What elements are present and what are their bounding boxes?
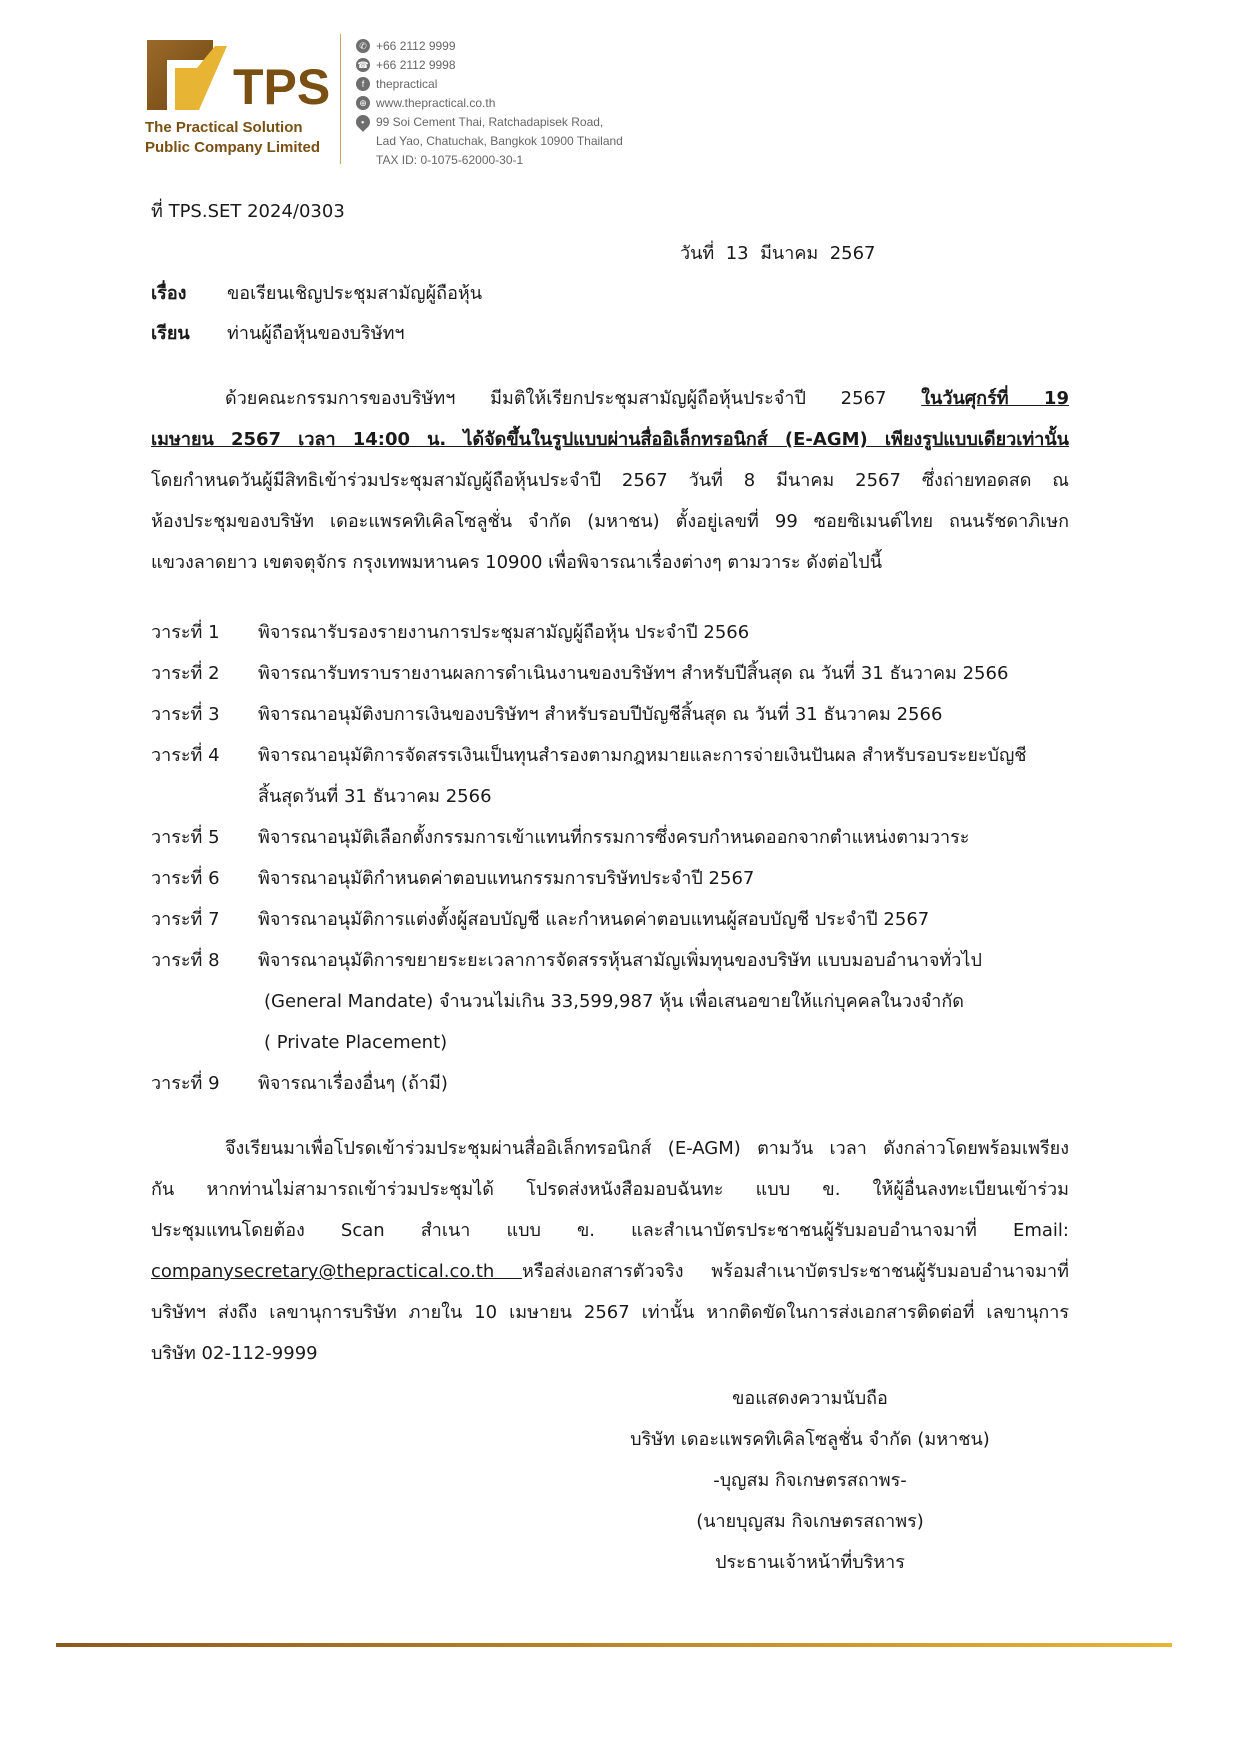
- subject-label: เรื่อง: [151, 283, 187, 304]
- agenda-item-8-continued-2: ( Private Placement): [264, 1032, 448, 1053]
- intro-line-1: ด้วยคณะกรรมการของบริษัทฯ มีมติให้เรียกประชุมสามัญผู้ถือหุ้นประจำปี 2567 ในวันศุกร์ที่ 19: [225, 388, 1069, 409]
- subject-text: ขอเรียนเชิญประชุมสามัญผู้ถือหุ้น: [227, 283, 483, 304]
- contact-block: [356, 37, 623, 170]
- intro-line-3: โดยกำหนดวันผู้มีสิทธิเข้าร่วมประชุมสามัญผู้ถือหุ้นประจำปี 2567 วันที่ 8 มีนาคม 2567 ซึ่งถ่ายทอดสด ณ: [151, 470, 1069, 491]
- closing-line-4: companysecretary@thepractical.co.th หรือส่งเอกสารตัวจริง พร้อมสำเนาบัตรประชาชนผู้รับมอบอำนาจมาที่: [151, 1261, 1070, 1282]
- meeting-date-highlight: ในวันศุกร์ที่ 19: [921, 388, 1069, 409]
- agenda-item-9: วาระที่ 9 พิจารณาเรื่องอื่นๆ (ถ้ามี): [151, 1073, 448, 1094]
- contact-fax: ☎ +66 2112 9998: [357, 58, 456, 72]
- intro-line-4: ห้องประชุมของบริษัท เดอะแพรคทิเคิลโซลูชั่น จำกัด (มหาชน) ตั้งอยู่เลขที่ 99 ซอยซิเมนต์ไทย ถนนรัชดาภิเษก: [151, 511, 1069, 532]
- contact-website[interactable]: ⊕ www.thepractical.co.th: [356, 94, 623, 113]
- signatory-title: ประธานเจ้าหน้าที่บริหาร: [715, 1552, 905, 1573]
- document-number: ที่ TPS.SET 2024/0303: [151, 201, 345, 222]
- signature-company: บริษัท เดอะแพรคทิเคิลโซลูชั่น จำกัด (มหาชน): [630, 1429, 990, 1450]
- intro-line-2: เมษายน 2567 เวลา 14:00 น. ได้จัดขึ้นในรูปแบบผ่านสื่ออิเล็กทรอนิกส์ (E-AGM) เพียงรูปแบบเดียวเท่านั้น: [151, 429, 1069, 450]
- signature-block: [560, 1378, 1060, 1583]
- signature-signed: -บุญสม กิจเกษตรสถาพร-: [713, 1470, 907, 1491]
- closing-line-1: จึงเรียนมาเพื่อโปรดเข้าร่วมประชุมผ่านสื่ออิเล็กทรอนิกส์ (E-AGM) ตามวัน เวลา ดังกล่าวโดยพร้อมเพรียง: [225, 1138, 1069, 1159]
- contact-address: • 99 Soi Cement Thai, Ratchadapisek Road,: [356, 113, 623, 132]
- closing-line-3: ประชุมแทนโดยต้อง Scan สำเนา แบบ ข. และสำเนาบัตรประชาชนผู้รับมอบอำนาจมาที่ Email:: [151, 1220, 1069, 1241]
- agenda-item-3: วาระที่ 3 พิจารณาอนุมัติงบการเงินของบริษัทฯ สำหรับรอบปีบัญชีสิ้นสุด ณ วันที่ 31 ธันวาคม 2566: [151, 704, 943, 725]
- subject-line: [151, 278, 482, 307]
- signatory-name: (นายบุญสม กิจเกษตรสถาพร): [696, 1511, 924, 1532]
- document-date: วันที่ 13 มีนาคม 2567: [680, 243, 876, 264]
- regards-text: ขอแสดงความนับถือ: [732, 1388, 888, 1409]
- agenda-item-2: วาระที่ 2 พิจารณารับทราบรายงานผลการดำเนินงานของบริษัทฯ สำหรับปีสิ้นสุด ณ วันที่ 31 ธันวาคม 2566: [151, 663, 1009, 684]
- addressee-text: ท่านผู้ถือหุ้นของบริษัทฯ: [227, 323, 405, 344]
- addressee-label: เรียน: [151, 323, 190, 344]
- address-line2: Lad Yao, Chatuchak, Bangkok 10900 Thailand: [376, 134, 623, 148]
- contact-phone: ✆ +66 2112 9999: [356, 37, 623, 56]
- contact-facebook: f thepractical: [356, 75, 623, 94]
- phone-icon: ✆: [356, 39, 370, 53]
- letterhead-divider: [340, 34, 341, 164]
- addressee-line: [151, 318, 405, 347]
- logo-wordmark: TPS: [233, 59, 331, 114]
- intro-line-5: แขวงลาดยาว เขตจตุจักร กรุงเทพมหานคร 10900 เพื่อพิจารณาเรื่องต่างๆ ตามวาระ ดังต่อไปนี้: [151, 552, 883, 573]
- agenda-item-8-continued: (General Mandate) จำนวนไม่เกิน 33,599,987 หุ้น เพื่อเสนอขายให้แก่บุคคลในวงจำกัด: [264, 991, 964, 1012]
- fax-icon: ☎: [357, 60, 369, 70]
- closing-line-6: บริษัท 02-112-9999: [151, 1343, 318, 1364]
- agenda-item-6: วาระที่ 6 พิจารณาอนุมัติกำหนดค่าตอบแทนกรรมการบริษัทประจำปี 2567: [151, 868, 755, 889]
- tax-id: TAX ID: 0-1075-62000-30-1: [376, 153, 524, 167]
- agenda-item-1: วาระที่ 1 พิจารณารับรองรายงานการประชุมสามัญผู้ถือหุ้น ประจำปี 2566: [151, 622, 750, 643]
- intro-paragraph: [151, 378, 1069, 583]
- footer-rule: [56, 1643, 1172, 1647]
- agenda-item-7: วาระที่ 7 พิจารณาอนุมัติการแต่งตั้งผู้สอบบัญชี และกำหนดค่าตอบแทนผู้สอบบัญชี ประจำปี 2567: [151, 909, 930, 930]
- agenda-list: [151, 612, 1081, 1104]
- agenda-item-4: วาระที่ 4 พิจารณาอนุมัติการจัดสรรเงินเป็นทุนสำรองตามกฎหมายและการจ่ายเงินปันผล สำหรับรอบระยะบัญชี: [151, 745, 1027, 766]
- email-link[interactable]: companysecretary@thepractical.co.th: [151, 1261, 523, 1282]
- closing-line-5: บริษัทฯ ส่งถึง เลขานุการบริษัท ภายใน 10 เมษายน 2567 เท่านั้น หากติดขัดในการส่งเอกสารติดต่อที่ เลขานุการ: [151, 1302, 1069, 1323]
- company-name-line1: The Practical Solution: [145, 119, 303, 136]
- closing-paragraph: [151, 1128, 1069, 1374]
- location-pin-icon: •: [353, 112, 373, 132]
- agenda-item-4-continued: สิ้นสุดวันที่ 31 ธันวาคม 2566: [258, 786, 492, 807]
- company-logo: [145, 38, 335, 158]
- tps-logo-icon: [145, 38, 335, 114]
- closing-line-2: กัน หากท่านไม่สามารถเข้าร่วมประชุมได้ โปรดส่งหนังสือมอบฉันทะ แบบ ข. ให้ผู้อื่นลงทะเบียนเข้าร่วม: [151, 1179, 1069, 1200]
- globe-icon: ⊕: [356, 96, 370, 110]
- agenda-item-5: วาระที่ 5 พิจารณาอนุมัติเลือกตั้งกรรมการเข้าแทนที่กรรมการซึ่งครบกำหนดออกจากตำแหน่งตามวาระ: [151, 827, 970, 848]
- company-name-en: [145, 118, 335, 158]
- agenda-item-8: วาระที่ 8 พิจารณาอนุมัติการขยายระยะเวลาการจัดสรรหุ้นสามัญเพิ่มทุนของบริษัท แบบมอบอำนาจทั่วไป: [151, 950, 982, 971]
- facebook-icon: f: [356, 77, 370, 91]
- company-name-line2: Public Company Limited: [145, 139, 321, 156]
